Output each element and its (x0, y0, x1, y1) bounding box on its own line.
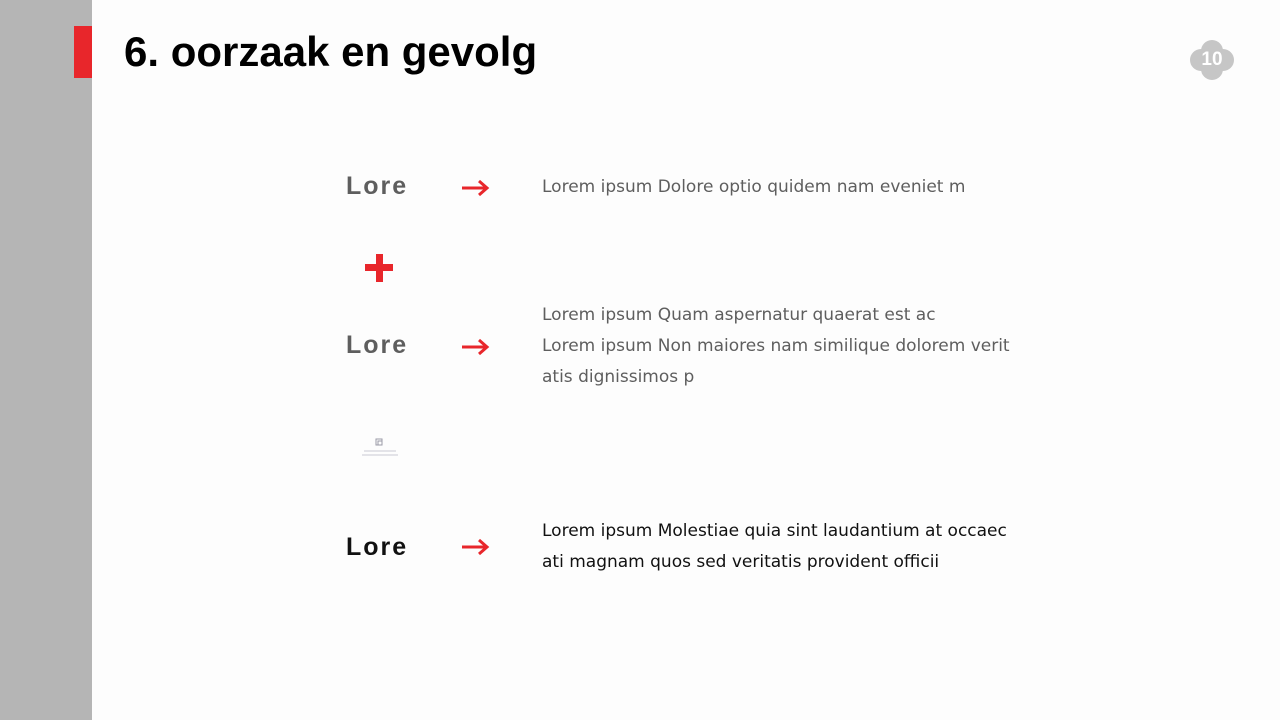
page-number-badge (1189, 38, 1235, 82)
row-description-line: Lorem ipsum Dolore optio quidem nam eveniet m (542, 177, 966, 197)
right-arrow-icon (460, 337, 492, 357)
row-description-line: atis dignissimos p (542, 367, 695, 387)
row-description (542, 516, 1082, 578)
cause-effect-row-2 (346, 300, 1106, 400)
right-arrow-icon (460, 178, 492, 198)
cause-effect-row-1 (346, 170, 1106, 210)
cause-effect-row-3 (346, 516, 1106, 586)
row-term: Lore (346, 331, 409, 359)
logo-icon (360, 432, 400, 464)
row-description (542, 300, 1082, 393)
page-title: 6. oorzaak en gevolg (124, 28, 538, 75)
row-description-line: Lorem ipsum Quam aspernatur quaerat est ac (542, 305, 936, 325)
right-arrow-icon (460, 537, 492, 557)
row-term: Lore (346, 172, 409, 200)
row-description-line: ati magnam quos sed veritatis provident officii (542, 552, 940, 572)
title-accent-rect (74, 26, 92, 78)
plus-icon (364, 253, 394, 283)
row-description-line: Lorem ipsum Molestiae quia sint laudantium at occaec (542, 521, 1007, 541)
left-band (0, 0, 92, 720)
page-number: 10 (1201, 49, 1223, 70)
row-description-line: Lorem ipsum Non maiores nam similique dolorem verit (542, 336, 1010, 356)
title-accent-bar (74, 26, 92, 78)
row-term: Lore (346, 533, 409, 561)
row-description (542, 172, 1082, 203)
